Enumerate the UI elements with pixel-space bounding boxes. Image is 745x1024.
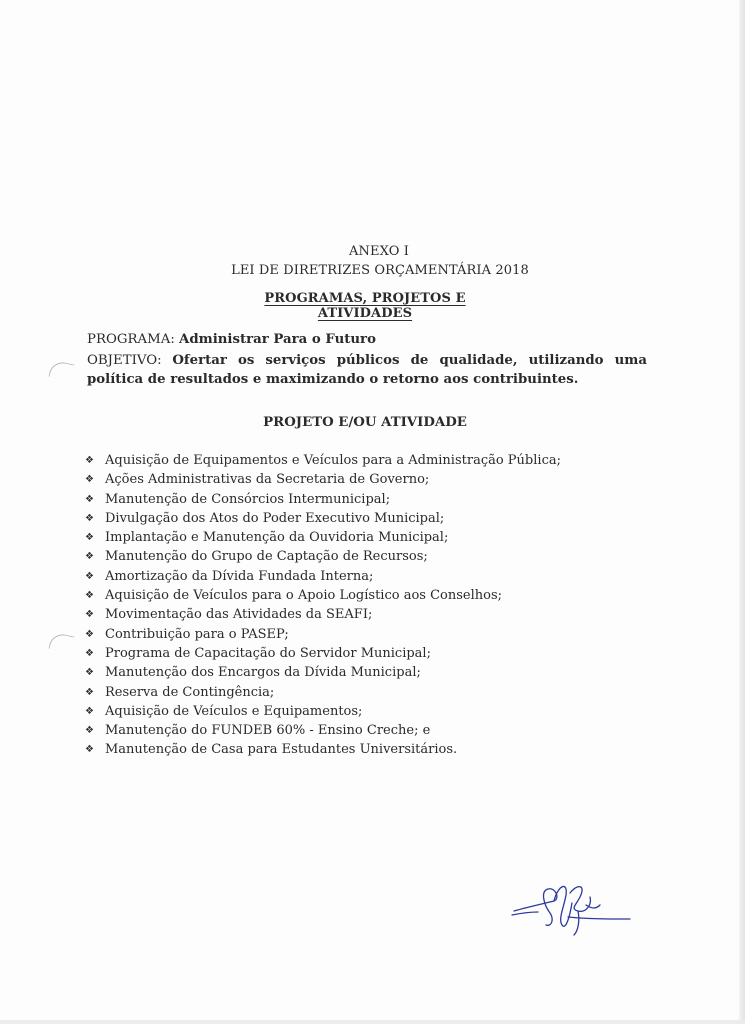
activity-text: Aquisição de Veículos e Equipamentos; <box>105 703 363 719</box>
handwritten-signature <box>508 875 638 940</box>
diamond-bullet-icon: ❖ <box>85 493 94 505</box>
activity-item <box>85 702 645 721</box>
activity-item <box>85 586 645 605</box>
page-bottom-edge <box>0 1020 745 1024</box>
activity-text: Manutenção de Casa para Estudantes Universitários. <box>105 742 458 758</box>
diamond-bullet-icon: ❖ <box>85 725 94 737</box>
diamond-bullet-icon: ❖ <box>85 667 94 679</box>
activity-text: Movimentação das Atividades da SEAFI; <box>105 607 373 623</box>
activity-text: Implantação e Manutenção da Ouvidoria Municipal; <box>105 530 449 546</box>
objective-label: OBJETIVO: <box>87 353 162 368</box>
diamond-bullet-icon: ❖ <box>85 686 94 698</box>
activity-text: Manutenção de Consórcios Intermunicipal; <box>105 491 391 507</box>
activity-text: Manutenção do FUNDEB 60% - Ensino Creche; e <box>105 723 431 739</box>
diamond-bullet-icon: ❖ <box>85 551 94 563</box>
activity-item <box>85 605 645 624</box>
section-heading: PROGRAMAS, PROJETOS E ATIVIDADES <box>264 291 466 321</box>
activity-item <box>85 509 645 528</box>
diamond-bullet-icon: ❖ <box>85 590 94 602</box>
activity-list <box>85 451 645 760</box>
activity-text: Programa de Capacitação do Servidor Municipal; <box>105 645 431 661</box>
diamond-bullet-icon: ❖ <box>85 628 94 640</box>
program-line <box>87 330 647 349</box>
activity-text: Reserva de Contingência; <box>105 684 275 700</box>
diamond-bullet-icon: ❖ <box>85 744 94 756</box>
activity-item <box>85 644 645 663</box>
diamond-bullet-icon: ❖ <box>85 609 94 621</box>
diamond-bullet-icon: ❖ <box>85 474 94 486</box>
activity-item <box>85 740 645 759</box>
activity-item <box>85 547 645 566</box>
law-title: LEI DE DIRETRIZES ORÇAMENTÁRIA 2018 <box>231 263 529 278</box>
diamond-bullet-icon: ❖ <box>85 647 94 659</box>
activity-item <box>85 451 645 470</box>
objective-text: Ofertar os serviços públicos de qualidade, utilizando uma política de resultados e maximizando o retorno aos contribuintes. <box>87 353 647 387</box>
diamond-bullet-icon: ❖ <box>85 532 94 544</box>
activity-text: Aquisição de Veículos para o Apoio Logístico aos Conselhos; <box>105 588 503 604</box>
activity-text: Ações Administrativas da Secretaria de Governo; <box>105 472 430 488</box>
objective-paragraph <box>87 351 647 389</box>
diamond-bullet-icon: ❖ <box>85 705 94 717</box>
program-name: Administrar Para o Futuro <box>179 332 376 347</box>
activity-item <box>85 528 645 547</box>
activity-item <box>85 663 645 682</box>
program-label: PROGRAMA: <box>87 332 175 347</box>
activity-item <box>85 490 645 509</box>
activity-item <box>85 567 645 586</box>
diamond-bullet-icon: ❖ <box>85 455 94 466</box>
punch-hole-mark <box>48 360 74 381</box>
page-edge-shadow <box>739 0 745 1024</box>
activity-text: Manutenção dos Encargos da Dívida Municipal; <box>105 665 421 681</box>
activity-item <box>85 721 645 740</box>
activity-item <box>85 683 645 702</box>
annex-title: ANEXO I <box>349 244 409 259</box>
activity-text: Contribuição para o PASEP; <box>105 626 289 642</box>
activities-heading: PROJETO E/OU ATIVIDADE <box>263 415 467 430</box>
activity-item <box>85 470 645 489</box>
activity-text: Manutenção do Grupo de Captação de Recursos; <box>105 549 428 565</box>
punch-hole-mark <box>48 632 74 653</box>
diamond-bullet-icon: ❖ <box>85 570 94 582</box>
diamond-bullet-icon: ❖ <box>85 512 94 524</box>
activity-text: Amortização da Dívida Fundada Interna; <box>105 568 374 584</box>
activity-text: Aquisição de Equipamentos e Veículos para a Administração Pública; <box>105 453 561 468</box>
activity-text: Divulgação dos Atos do Poder Executivo Municipal; <box>105 510 445 526</box>
activity-item <box>85 625 645 644</box>
